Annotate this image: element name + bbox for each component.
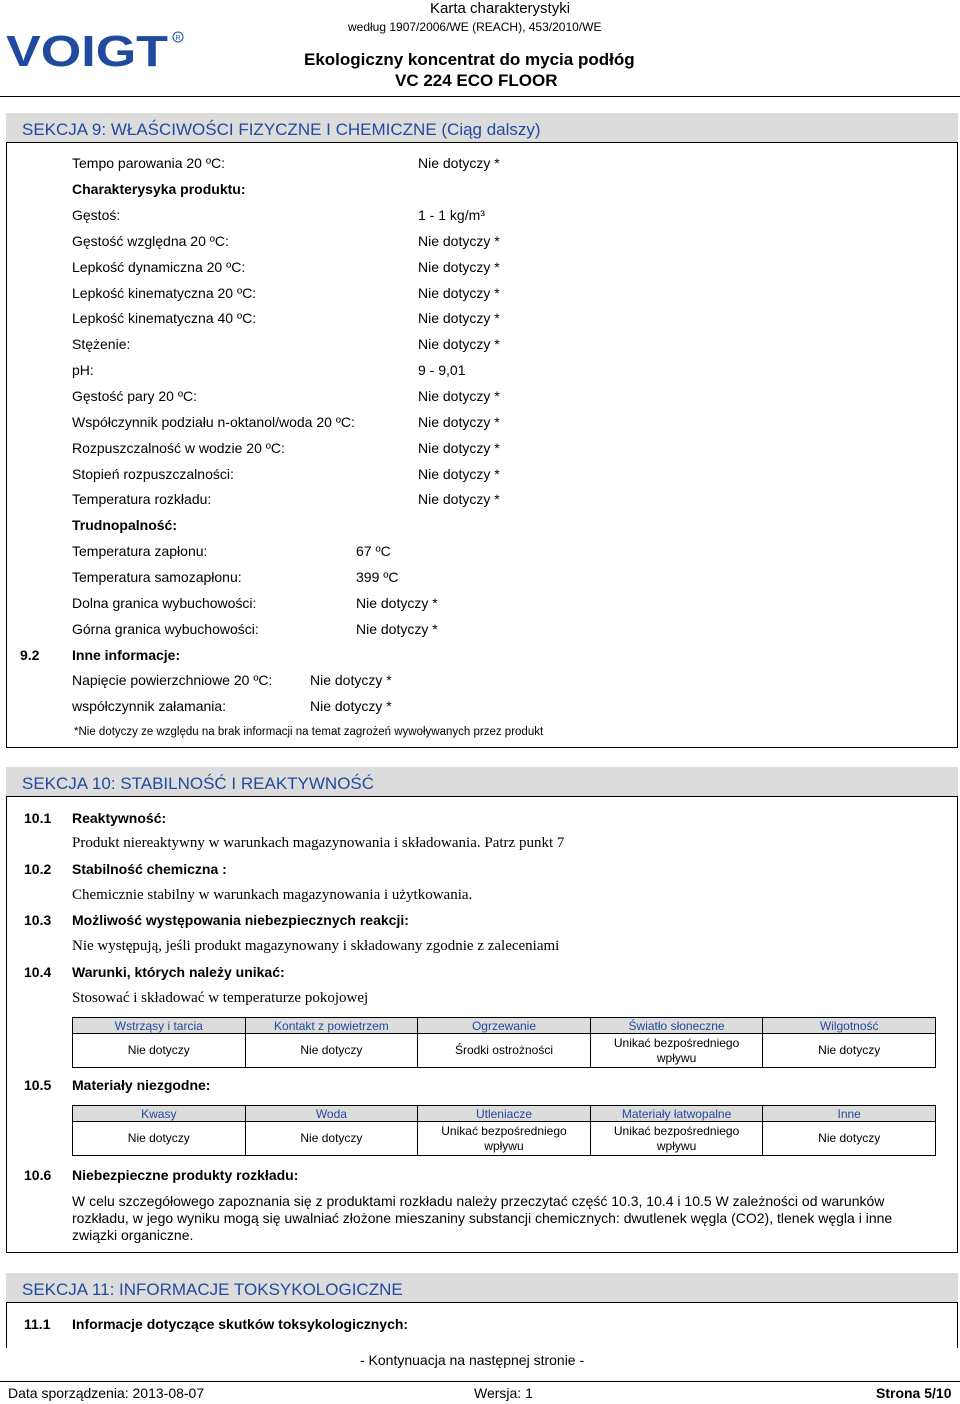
item-number: 10.3 [24, 912, 52, 928]
prop-value: Nie dotyczy * [418, 259, 500, 275]
item-number: 10.4 [24, 964, 52, 980]
prop-value: Nie dotyczy * [418, 491, 500, 507]
prop-label: Temperatura rozkładu: [72, 491, 212, 507]
item-text: Nie występują, jeśli produkt magazynowany i składowany zgodnie z zaleceniami [72, 938, 560, 954]
product-name: Ekologiczny koncentrat do mycia podłóg [304, 50, 635, 69]
prop-label: pH: [72, 362, 94, 378]
table-cell [418, 1122, 591, 1156]
svg-text:R: R [175, 35, 181, 42]
table-header-cell: Światło słoneczne [590, 1018, 763, 1034]
table-header-cell: Kwasy [73, 1106, 246, 1122]
flammability-label: Temperatura samozapłonu: [72, 569, 242, 585]
footnote: *Nie dotyczy ze względu na brak informacji na temat zagrożeń wywoływanych przez produkt [74, 726, 544, 738]
item-number: 10.1 [24, 810, 52, 826]
avoid-conditions-table [72, 1017, 936, 1068]
table-header-cell: Woda [245, 1106, 418, 1122]
item-title: Niebezpieczne produkty rozkładu: [72, 1167, 299, 1183]
other-info-value: Nie dotyczy * [310, 698, 392, 714]
prop-label: Gęstość względna 20 ºC: [72, 233, 229, 249]
flammability-value: Nie dotyczy * [356, 621, 438, 637]
section-number: 9.2 [20, 647, 40, 663]
voigt-logo [6, 30, 186, 70]
section11-title: SEKCJA 11: INFORMACJE TOKSYKOLOGICZNE [22, 1280, 403, 1299]
prop-label: Tempo parowania 20 ºC: [72, 155, 225, 171]
prop-value: 9 - 9,01 [418, 362, 466, 378]
prop-label: Lepkość kinematyczna 20 ºC: [72, 285, 257, 301]
header-divider [0, 96, 960, 97]
section10-header [6, 767, 958, 797]
other-info-label: Napięcie powierzchniowe 20 ºC: [72, 672, 273, 688]
flammability-label: Górna granica wybuchowości: [72, 621, 259, 637]
prop-label: Stopień rozpuszczalności: [72, 466, 234, 482]
incompatible-materials-table [72, 1105, 936, 1156]
item-number: 10.6 [24, 1167, 52, 1183]
section11-header [6, 1273, 958, 1303]
section10-title: SEKCJA 10: STABILNOŚĆ I REAKTYWNOŚĆ [22, 774, 375, 793]
item-title: Warunki, których należy unikać: [72, 964, 285, 980]
section9-title: SEKCJA 9: WŁAŚCIWOŚCI FIZYCZNE I CHEMICZNE (Ciąg dalszy) [22, 120, 541, 139]
table-cell-text: Unikać bezpośredniego wpływu [441, 1123, 567, 1153]
item-text: Stosować i składować w temperaturze pokojowej [72, 990, 369, 1006]
table-header-cell: Utleniacze [418, 1106, 591, 1122]
prop-label: Współczynnik podziału n-oktanol/woda 20 ºC: [72, 414, 355, 430]
table-cell [590, 1034, 763, 1068]
table-cell: Nie dotyczy [245, 1122, 418, 1156]
item-number: 10.5 [24, 1077, 52, 1093]
table-cell-text: Unikać bezpośredniego wpływu [613, 1035, 740, 1065]
prop-label: Lepkość kinematyczna 40 ºC: [72, 310, 257, 326]
table-cell [590, 1122, 763, 1156]
prop-value: Nie dotyczy * [418, 285, 500, 301]
flammability-label: Temperatura zapłonu: [72, 543, 208, 559]
section9-header [6, 113, 958, 143]
prop-label: Rozpuszczalność w wodzie 20 ºC: [72, 440, 285, 456]
prop-value: Nie dotyczy * [418, 440, 500, 456]
table-header-cell: Wilgotność [763, 1018, 936, 1034]
flammability-label: Dolna granica wybuchowości: [72, 595, 257, 611]
other-info-title: Inne informacje: [72, 647, 181, 663]
prop-label: Lepkość dynamiczna 20 ºC: [72, 259, 246, 275]
prop-label: Charakterysyka produktu: [72, 181, 246, 197]
item-text: Produkt niereaktywny w warunkach magazynowania i składowania. Patrz punkt 7 [72, 835, 565, 851]
item-number: 10.2 [24, 861, 52, 877]
prop-label: Gęstoś: [72, 207, 121, 223]
svg-text:VOIGT: VOIGT [6, 30, 169, 70]
flammability-value: Nie dotyczy * [356, 595, 438, 611]
prop-value: Nie dotyczy * [418, 388, 500, 404]
item-text: Chemicznie stabilny w warunkach magazynowania i użytkowania. [72, 887, 473, 903]
regulation-text: według 1907/2006/WE (REACH), 453/2010/WE [348, 20, 602, 34]
table-cell: Środki ostrożności [418, 1034, 591, 1068]
other-info-label: współczynnik załamania: [72, 698, 227, 714]
table-cell: Nie dotyczy [763, 1034, 936, 1068]
prop-value: Nie dotyczy * [418, 155, 500, 171]
prop-value: Nie dotyczy * [418, 414, 500, 430]
flammability-title: Trudnopalność: [72, 517, 177, 533]
prop-value: Nie dotyczy * [418, 310, 500, 326]
table-header-cell: Wstrząsy i tarcia [73, 1018, 246, 1034]
creation-date: Data sporządzenia: 2013-08-07 [8, 1385, 205, 1401]
product-code: VC 224 ECO FLOOR [395, 71, 558, 90]
item-text: W celu szczegółowego zapoznania się z produktami rozkładu należy przeczytać część 10.3, 10.4 i 10.5 W zależności od warunków rozkładu, w jego wyniku mogą się uwalniać złożone mieszaniny substancji chemicznych: dwutlenek węgla (CO2), tlenek węgla i inne związki organiczne. [72, 1193, 893, 1243]
table-header-cell: Ogrzewanie [418, 1018, 591, 1034]
table-cell: Nie dotyczy [763, 1122, 936, 1156]
item-title: Reaktywność: [72, 810, 167, 826]
table-cell: Nie dotyczy [73, 1122, 246, 1156]
item-title: Stabilność chemiczna : [72, 861, 227, 877]
continuation-note: - Kontynuacja na następnej stronie - [360, 1352, 585, 1368]
item-title: Informacje dotyczące skutków toksykologicznych: [72, 1316, 409, 1332]
item-title: Materiały niezgodne: [72, 1077, 211, 1093]
other-info-value: Nie dotyczy * [310, 672, 392, 688]
version: Wersja: 1 [474, 1385, 533, 1401]
prop-value: Nie dotyczy * [418, 336, 500, 352]
page-number: Strona 5/10 [876, 1385, 952, 1401]
flammability-value: 67 ºC [356, 543, 391, 559]
prop-label: Gęstość pary 20 ºC: [72, 388, 197, 404]
prop-value: 1 - 1 kg/m³ [418, 207, 485, 223]
table-header-cell: Materiały łatwopalne [590, 1106, 763, 1122]
footer-divider [0, 1381, 960, 1382]
item-number: 11.1 [24, 1316, 51, 1332]
table-header-cell: Inne [763, 1106, 936, 1122]
prop-value: Nie dotyczy * [418, 466, 500, 482]
flammability-value: 399 ºC [356, 569, 399, 585]
document-title: Karta charakterystyki [430, 0, 571, 17]
prop-value: Nie dotyczy * [418, 233, 500, 249]
table-header-cell: Kontakt z powietrzem [245, 1018, 418, 1034]
table-cell-text: Unikać bezpośredniego wpływu [613, 1123, 740, 1153]
prop-label: Stężenie: [72, 336, 131, 352]
table-cell: Nie dotyczy [73, 1034, 246, 1068]
table-cell: Nie dotyczy [245, 1034, 418, 1068]
item-title: Możliwość występowania niebezpiecznych reakcji: [72, 912, 409, 928]
